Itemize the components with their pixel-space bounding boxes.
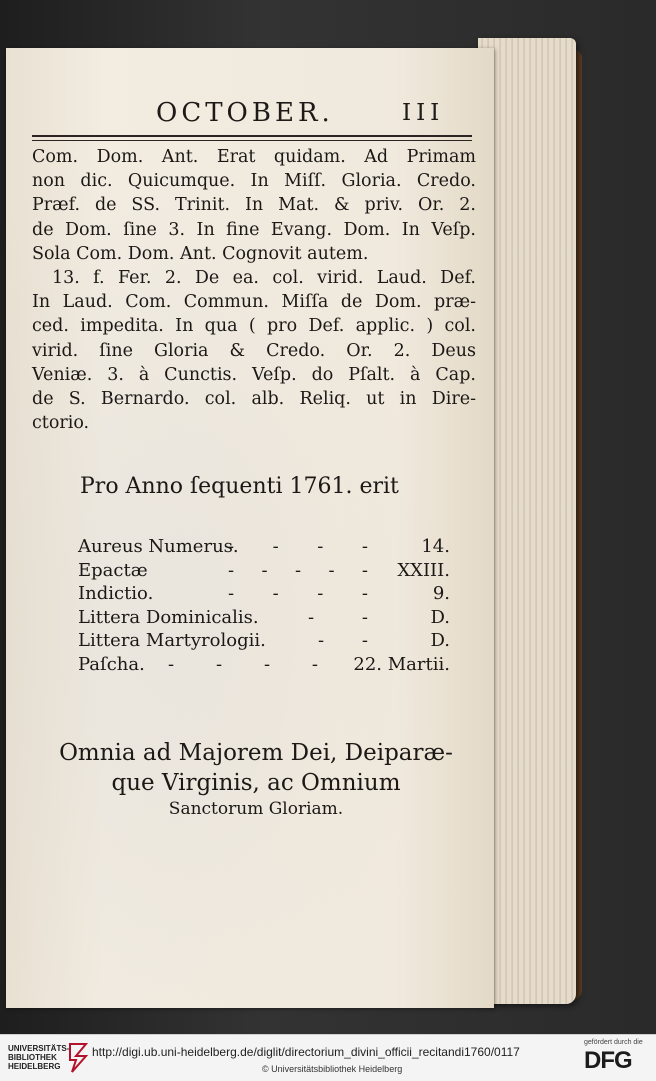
month-heading: OCTOBER.: [156, 98, 334, 128]
closing-dedication: [46, 738, 466, 820]
table-row: [78, 536, 450, 560]
text-line: 13. f. Fer. 2. De ea. col. virid. Laud. Def.: [52, 267, 476, 288]
permalink-url[interactable]: http://digi.ub.uni-heidelberg.de/diglit/directorium_divini_officii_recitandi1760/0117: [92, 1045, 520, 1059]
text-line: virid. ſine Gloria & Credo. Or. 2. Deus: [32, 340, 476, 361]
book-page: [6, 48, 494, 1008]
row-leader: - -: [318, 630, 368, 651]
closing-line-1: Omnia ad Majorem Dei, Deiparæ-: [59, 740, 453, 766]
text-line: ced. impedita. In qua ( pro Def. applic. ) col.: [32, 316, 476, 337]
table-row: [78, 654, 450, 678]
row-leader: - -: [308, 606, 368, 628]
text-line: In Laud. Com. Commun. Miſſa de Dom. præ-: [32, 292, 476, 313]
row-label: Epactæ: [78, 559, 148, 581]
row-value: D.: [430, 606, 450, 628]
row-value: D.: [430, 630, 450, 651]
table-row: [78, 560, 450, 584]
header-rule: [32, 135, 472, 141]
table-row: [78, 630, 450, 654]
library-name: UNIVERSITÄTS- BIBLIOTHEK HEIDELBERG: [8, 1044, 70, 1071]
text-line: Com. Dom. Ant. Erat quidam. Ad Primam: [32, 147, 476, 167]
row-label: Paſcha.: [78, 653, 145, 675]
computus-table: [78, 536, 450, 677]
table-row: [78, 607, 450, 631]
row-label: Littera Martyrologii.: [78, 630, 266, 651]
text-line: de Dom. ſine 3. In fine Evang. Dom. In Veſp.: [32, 219, 476, 240]
row-leader: - - - -: [228, 536, 368, 557]
row-label: Littera Dominicalis.: [78, 606, 259, 628]
closing-line-2: que Virginis, ac Omnium: [111, 770, 401, 796]
row-leader: - - - -: [228, 583, 368, 604]
row-label: Indictio.: [78, 583, 154, 604]
text-line: ctorio.: [32, 413, 90, 434]
row-leader: - - - -: [168, 653, 318, 675]
next-year-heading: Pro Anno ſequenti 1761. erit: [80, 474, 399, 499]
page-number: III: [402, 100, 445, 126]
running-head: [6, 98, 494, 132]
dfg-logo: DFG: [584, 1047, 632, 1074]
row-leader: - - - - -: [228, 559, 368, 581]
row-value: 9.: [432, 583, 450, 604]
text-line: non dic. Quicumque. In Miſſ. Gloria. Credo.: [32, 171, 476, 192]
text-line: Veniæ. 3. à Cunctis. Veſp. do Pſalt. à Cap.: [32, 364, 476, 385]
liturgical-text: [32, 145, 476, 435]
text-line: de S. Bernardo. col. alb. Reliq. ut in Dire-: [32, 388, 476, 409]
row-value: 22. Martii.: [353, 653, 450, 675]
copyright-notice: © Universitätsbibliothek Heidelberg: [262, 1064, 403, 1074]
text-line: Sola Com. Dom. Ant. Cognovit autem.: [32, 243, 369, 264]
library-logo-icon: [68, 1042, 88, 1074]
row-label: Aureus Numerus.: [78, 536, 239, 557]
row-value: XXIII.: [397, 559, 450, 581]
row-value: 14.: [421, 536, 450, 557]
table-row: [78, 583, 450, 607]
closing-line-3: Sanctorum Gloriam.: [168, 799, 344, 819]
text-line: Præf. de SS. Trinit. In Mat. & priv. Or. 2.: [32, 195, 476, 216]
viewer-footer: [0, 1034, 656, 1081]
funded-by-label: gefördert durch die: [584, 1039, 643, 1046]
